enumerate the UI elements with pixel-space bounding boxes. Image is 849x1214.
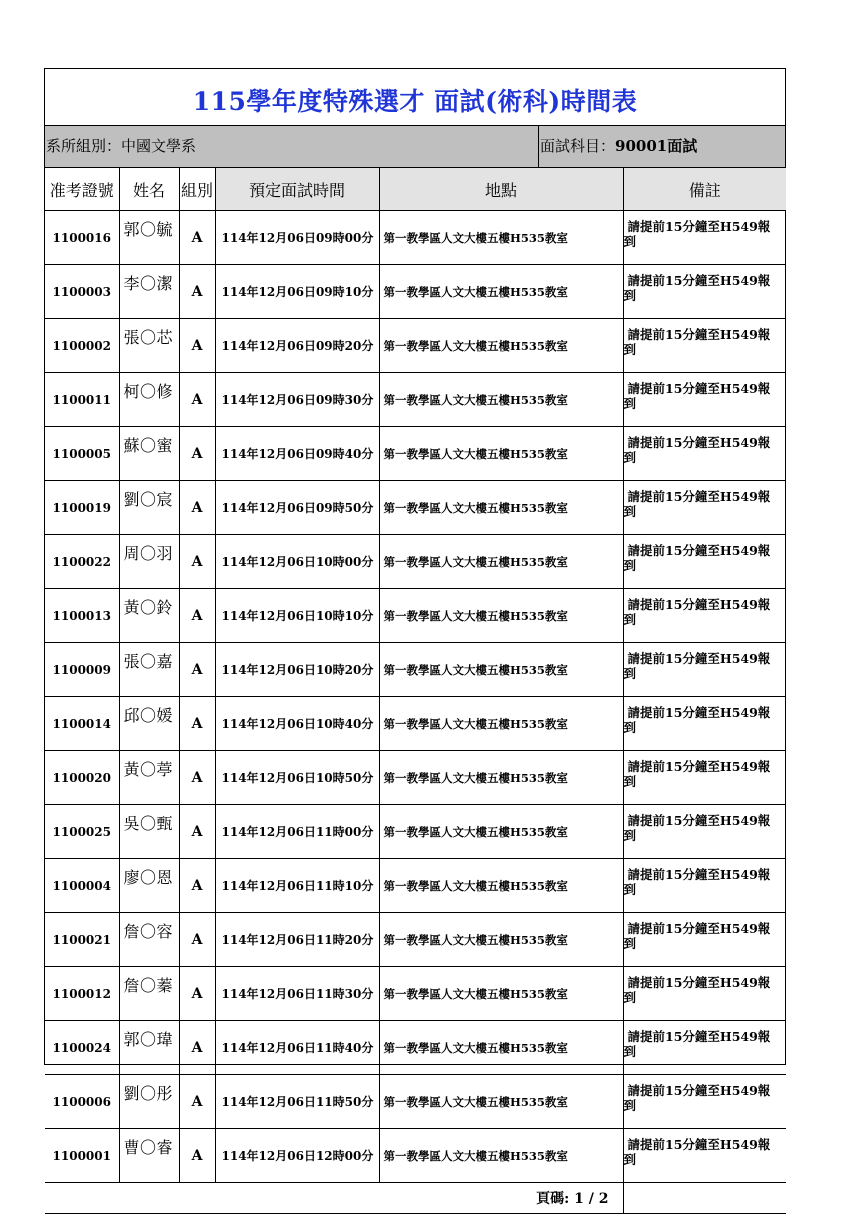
table-row — [45, 535, 786, 589]
group-cell: A — [179, 967, 215, 1021]
name-cell: 蘇〇蜜 — [119, 427, 179, 481]
name-cell: 邱〇媛 — [119, 697, 179, 751]
note-cell — [623, 481, 786, 535]
header-time: 預定面試時間 — [215, 168, 379, 211]
note-line-1: 請提前15分鐘至H549報 — [627, 813, 771, 828]
note-line-1: 請提前15分鐘至H549報 — [627, 435, 771, 450]
schedule-sheet — [44, 68, 786, 1207]
subject-value: 90001面試 — [615, 137, 698, 155]
note-cell — [623, 1129, 786, 1183]
group-cell: A — [179, 481, 215, 535]
exam-id-cell: 1100021 — [45, 913, 119, 967]
table-row — [45, 805, 786, 859]
location-cell: 第一教學區人文大樓五樓H535教室 — [379, 427, 623, 481]
table-row — [45, 589, 786, 643]
location-cell: 第一教學區人文大樓五樓H535教室 — [379, 481, 623, 535]
location-cell: 第一教學區人文大樓五樓H535教室 — [379, 967, 623, 1021]
group-cell: A — [179, 751, 215, 805]
time-cell: 114年12月06日09時10分 — [215, 265, 379, 319]
group-cell: A — [179, 535, 215, 589]
header-name: 姓名 — [119, 168, 179, 211]
department-label: 系所組別：中國文學系 — [46, 137, 197, 155]
note-cell — [623, 805, 786, 859]
note-line-1: 請提前15分鐘至H549報 — [627, 867, 771, 882]
time-cell: 114年12月06日10時10分 — [215, 589, 379, 643]
exam-id-cell: 1100005 — [45, 427, 119, 481]
exam-id-cell: 1100003 — [45, 265, 119, 319]
group-cell: A — [179, 211, 215, 265]
location-cell: 第一教學區人文大樓五樓H535教室 — [379, 535, 623, 589]
exam-id-cell: 1100006 — [45, 1075, 119, 1129]
name-cell: 周〇羽 — [119, 535, 179, 589]
note-line-2: 到 — [623, 774, 637, 789]
location-cell: 第一教學區人文大樓五樓H535教室 — [379, 697, 623, 751]
note-line-2: 到 — [623, 1044, 637, 1059]
note-line-2: 到 — [623, 828, 637, 843]
time-cell: 114年12月06日09時50分 — [215, 481, 379, 535]
location-cell: 第一教學區人文大樓五樓H535教室 — [379, 913, 623, 967]
exam-id-cell: 1100012 — [45, 967, 119, 1021]
group-cell: A — [179, 643, 215, 697]
time-cell: 114年12月06日10時40分 — [215, 697, 379, 751]
table-row — [45, 427, 786, 481]
name-cell: 黃〇鈴 — [119, 589, 179, 643]
note-line-2: 到 — [623, 396, 637, 411]
location-cell: 第一教學區人文大樓五樓H535教室 — [379, 211, 623, 265]
exam-id-cell: 1100020 — [45, 751, 119, 805]
time-cell: 114年12月06日09時40分 — [215, 427, 379, 481]
location-cell: 第一教學區人文大樓五樓H535教室 — [379, 751, 623, 805]
note-cell — [623, 967, 786, 1021]
name-cell: 黃〇葶 — [119, 751, 179, 805]
note-cell — [623, 1075, 786, 1129]
note-cell — [623, 319, 786, 373]
time-cell: 114年12月06日11時20分 — [215, 913, 379, 967]
exam-id-cell: 1100025 — [45, 805, 119, 859]
note-cell — [623, 913, 786, 967]
location-cell: 第一教學區人文大樓五樓H535教室 — [379, 319, 623, 373]
name-cell: 詹〇容 — [119, 913, 179, 967]
note-line-1: 請提前15分鐘至H549報 — [627, 1029, 771, 1044]
time-cell: 114年12月06日11時00分 — [215, 805, 379, 859]
info-bar — [45, 125, 785, 168]
group-cell: A — [179, 373, 215, 427]
time-cell: 114年12月06日11時50分 — [215, 1075, 379, 1129]
note-line-1: 請提前15分鐘至H549報 — [627, 975, 771, 990]
time-cell: 114年12月06日10時20分 — [215, 643, 379, 697]
group-cell: A — [179, 697, 215, 751]
header-location: 地點 — [379, 168, 623, 211]
note-cell — [623, 643, 786, 697]
note-line-1: 請提前15分鐘至H549報 — [627, 597, 771, 612]
table-row — [45, 319, 786, 373]
note-cell — [623, 859, 786, 913]
name-cell: 李〇潔 — [119, 265, 179, 319]
location-cell: 第一教學區人文大樓五樓H535教室 — [379, 643, 623, 697]
note-line-2: 到 — [623, 504, 637, 519]
time-cell: 114年12月06日11時40分 — [215, 1021, 379, 1075]
table-row — [45, 1021, 786, 1075]
note-cell — [623, 751, 786, 805]
time-cell: 114年12月06日10時50分 — [215, 751, 379, 805]
location-cell: 第一教學區人文大樓五樓H535教室 — [379, 1021, 623, 1075]
table-row — [45, 751, 786, 805]
note-line-2: 到 — [623, 936, 637, 951]
exam-id-cell: 1100019 — [45, 481, 119, 535]
note-line-2: 到 — [623, 1098, 637, 1113]
name-cell: 廖〇恩 — [119, 859, 179, 913]
header-exam-id: 准考證號 — [45, 168, 119, 211]
location-cell: 第一教學區人文大樓五樓H535教室 — [379, 265, 623, 319]
group-cell: A — [179, 265, 215, 319]
name-cell: 柯〇修 — [119, 373, 179, 427]
time-cell: 114年12月06日09時30分 — [215, 373, 379, 427]
header-row — [45, 168, 786, 211]
group-cell: A — [179, 1075, 215, 1129]
exam-id-cell: 1100013 — [45, 589, 119, 643]
group-cell: A — [179, 319, 215, 373]
time-cell: 114年12月06日11時30分 — [215, 967, 379, 1021]
note-cell — [623, 1021, 786, 1075]
note-line-2: 到 — [623, 234, 637, 249]
time-cell: 114年12月06日10時00分 — [215, 535, 379, 589]
subject-prefix: 面試科目： — [540, 137, 616, 155]
note-line-2: 到 — [623, 450, 637, 465]
location-cell: 第一教學區人文大樓五樓H535教室 — [379, 805, 623, 859]
header-group: 組別 — [179, 168, 215, 211]
note-line-1: 請提前15分鐘至H549報 — [627, 651, 771, 666]
table-row — [45, 913, 786, 967]
group-cell: A — [179, 1021, 215, 1075]
name-cell: 郭〇毓 — [119, 211, 179, 265]
note-line-2: 到 — [623, 882, 637, 897]
group-cell: A — [179, 859, 215, 913]
time-cell: 114年12月06日12時00分 — [215, 1129, 379, 1183]
note-line-1: 請提前15分鐘至H549報 — [627, 381, 771, 396]
name-cell: 劉〇宸 — [119, 481, 179, 535]
table-row — [45, 265, 786, 319]
note-line-1: 請提前15分鐘至H549報 — [627, 921, 771, 936]
location-cell: 第一教學區人文大樓五樓H535教室 — [379, 589, 623, 643]
time-cell: 114年12月06日09時00分 — [215, 211, 379, 265]
name-cell: 張〇芯 — [119, 319, 179, 373]
note-line-1: 請提前15分鐘至H549報 — [627, 543, 771, 558]
location-cell: 第一教學區人文大樓五樓H535教室 — [379, 1129, 623, 1183]
exam-id-cell: 1100024 — [45, 1021, 119, 1075]
note-line-1: 請提前15分鐘至H549報 — [627, 1137, 771, 1152]
table-row — [45, 211, 786, 265]
location-cell: 第一教學區人文大樓五樓H535教室 — [379, 859, 623, 913]
note-line-1: 請提前15分鐘至H549報 — [627, 759, 771, 774]
page-number: 頁碼: 1 / 2 — [45, 1183, 623, 1214]
note-cell — [623, 373, 786, 427]
table-row — [45, 967, 786, 1021]
note-cell — [623, 427, 786, 481]
table-row — [45, 859, 786, 913]
subject-label — [538, 126, 786, 167]
note-line-2: 到 — [623, 720, 637, 735]
time-cell: 114年12月06日09時20分 — [215, 319, 379, 373]
name-cell: 曹〇睿 — [119, 1129, 179, 1183]
note-line-2: 到 — [623, 990, 637, 1005]
note-line-1: 請提前15分鐘至H549報 — [627, 489, 771, 504]
exam-id-cell: 1100009 — [45, 643, 119, 697]
table-row — [45, 1075, 786, 1129]
header-note: 備註 — [623, 168, 786, 211]
note-cell — [623, 589, 786, 643]
name-cell: 吳〇甄 — [119, 805, 179, 859]
location-cell: 第一教學區人文大樓五樓H535教室 — [379, 373, 623, 427]
note-line-1: 請提前15分鐘至H549報 — [627, 1083, 771, 1098]
note-line-2: 到 — [623, 666, 637, 681]
group-cell: A — [179, 427, 215, 481]
schedule-table — [45, 168, 786, 1214]
note-cell — [623, 697, 786, 751]
table-row — [45, 697, 786, 751]
exam-id-cell: 1100001 — [45, 1129, 119, 1183]
note-cell — [623, 265, 786, 319]
note-line-2: 到 — [623, 1152, 637, 1167]
exam-id-cell: 1100014 — [45, 697, 119, 751]
group-cell: A — [179, 805, 215, 859]
note-line-1: 請提前15分鐘至H549報 — [627, 273, 771, 288]
footer-empty-cell — [623, 1183, 786, 1214]
note-cell — [623, 211, 786, 265]
table-row — [45, 1129, 786, 1183]
note-line-2: 到 — [623, 612, 637, 627]
note-cell — [623, 535, 786, 589]
page-title: 115學年度特殊選才 面試(術科)時間表 — [192, 87, 638, 116]
exam-id-cell: 1100002 — [45, 319, 119, 373]
location-cell: 第一教學區人文大樓五樓H535教室 — [379, 1075, 623, 1129]
table-row — [45, 481, 786, 535]
exam-id-cell: 1100022 — [45, 535, 119, 589]
note-line-1: 請提前15分鐘至H549報 — [627, 705, 771, 720]
note-line-2: 到 — [623, 288, 637, 303]
name-cell: 張〇嘉 — [119, 643, 179, 697]
group-cell: A — [179, 589, 215, 643]
note-line-2: 到 — [623, 342, 637, 357]
name-cell: 郭〇瑋 — [119, 1021, 179, 1075]
group-cell: A — [179, 913, 215, 967]
exam-id-cell: 1100016 — [45, 211, 119, 265]
name-cell: 劉〇彤 — [119, 1075, 179, 1129]
time-cell: 114年12月06日11時10分 — [215, 859, 379, 913]
note-line-1: 請提前15分鐘至H549報 — [627, 219, 771, 234]
table-row — [45, 373, 786, 427]
note-line-2: 到 — [623, 558, 637, 573]
exam-id-cell: 1100011 — [45, 373, 119, 427]
exam-id-cell: 1100004 — [45, 859, 119, 913]
footer-row — [45, 1183, 786, 1214]
name-cell: 詹〇蓁 — [119, 967, 179, 1021]
table-row — [45, 643, 786, 697]
group-cell: A — [179, 1129, 215, 1183]
note-line-1: 請提前15分鐘至H549報 — [627, 327, 771, 342]
